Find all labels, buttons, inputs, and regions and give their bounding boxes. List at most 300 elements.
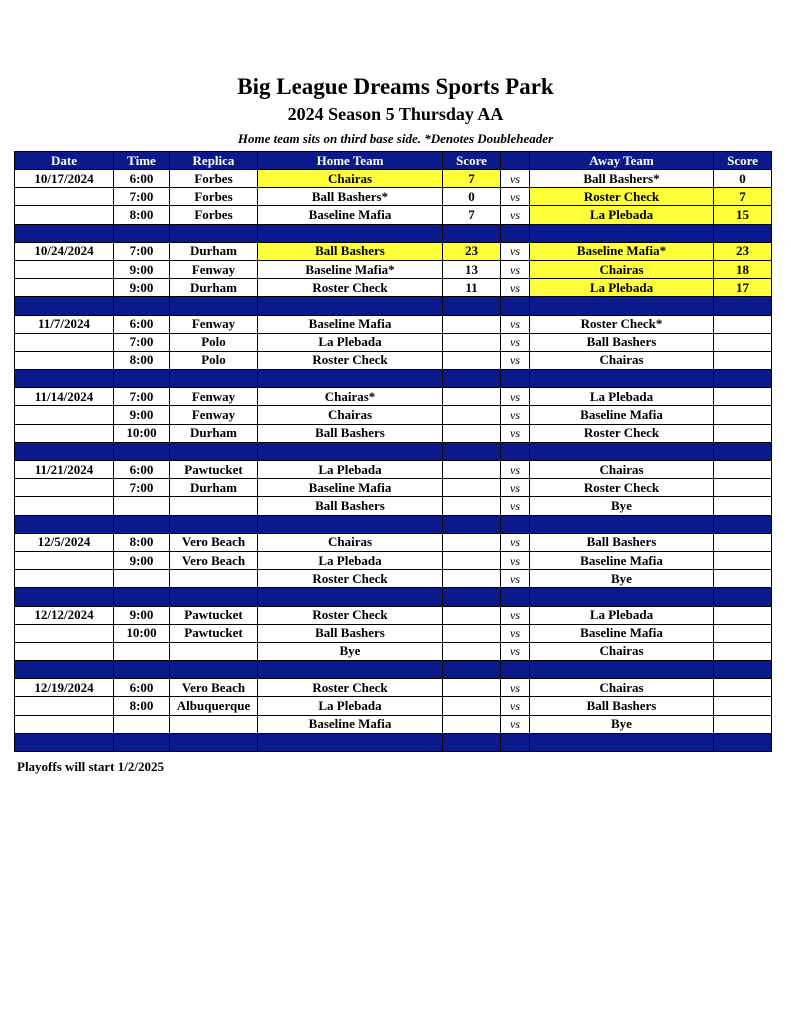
- separator-cell: [714, 224, 772, 242]
- vs-cell: vs: [501, 624, 530, 642]
- replica-cell: Polo: [170, 333, 258, 351]
- vs-cell: vs: [501, 188, 530, 206]
- date-cell: [15, 406, 114, 424]
- away-team-cell: La Plebada: [530, 388, 714, 406]
- table-row: [15, 188, 772, 206]
- away-team-cell: La Plebada: [530, 606, 714, 624]
- separator-cell: [258, 661, 443, 679]
- away-team-cell: Roster Check: [530, 424, 714, 442]
- away-team-cell: Chairas: [530, 260, 714, 278]
- header-time: Time: [114, 152, 170, 170]
- date-cell: 12/12/2024: [15, 606, 114, 624]
- separator-cell: [714, 733, 772, 751]
- away-team-cell: Chairas: [530, 679, 714, 697]
- separator-cell: [530, 224, 714, 242]
- home-team-cell: Ball Bashers: [258, 424, 443, 442]
- separator-cell: [15, 442, 114, 460]
- vs-cell: vs: [501, 351, 530, 369]
- home-team-cell: Chairas: [258, 533, 443, 551]
- separator-cell: [443, 442, 501, 460]
- home-score-cell: 7: [443, 206, 501, 224]
- separator-cell: [501, 224, 530, 242]
- home-score-cell: [443, 570, 501, 588]
- table-row: [15, 715, 772, 733]
- home-score-cell: [443, 642, 501, 660]
- separator-cell: [170, 297, 258, 315]
- replica-cell: Durham: [170, 479, 258, 497]
- vs-cell: vs: [501, 424, 530, 442]
- separator-cell: [443, 588, 501, 606]
- separator-cell: [501, 515, 530, 533]
- week-separator-row: [15, 442, 772, 460]
- replica-cell: Pawtucket: [170, 624, 258, 642]
- home-score-cell: [443, 551, 501, 569]
- separator-cell: [114, 442, 170, 460]
- vs-cell: vs: [501, 715, 530, 733]
- replica-cell: Pawtucket: [170, 606, 258, 624]
- header-home-score: Score: [443, 152, 501, 170]
- date-cell: 12/19/2024: [15, 679, 114, 697]
- away-score-cell: [714, 461, 772, 479]
- replica-cell: [170, 715, 258, 733]
- away-score-cell: [714, 479, 772, 497]
- separator-cell: [443, 733, 501, 751]
- week-separator-row: [15, 733, 772, 751]
- header-date: Date: [15, 152, 114, 170]
- separator-cell: [530, 515, 714, 533]
- separator-cell: [530, 370, 714, 388]
- separator-cell: [114, 224, 170, 242]
- time-cell: 6:00: [114, 679, 170, 697]
- vs-cell: vs: [501, 206, 530, 224]
- home-team-cell: Chairas: [258, 170, 443, 188]
- time-cell: 7:00: [114, 479, 170, 497]
- table-row: [15, 533, 772, 551]
- header-away-score: Score: [714, 152, 772, 170]
- home-score-cell: 23: [443, 242, 501, 260]
- table-row: [15, 497, 772, 515]
- replica-cell: Forbes: [170, 188, 258, 206]
- away-score-cell: 15: [714, 206, 772, 224]
- replica-cell: Forbes: [170, 206, 258, 224]
- replica-cell: Durham: [170, 424, 258, 442]
- date-cell: [15, 497, 114, 515]
- date-cell: [15, 351, 114, 369]
- separator-cell: [714, 661, 772, 679]
- separator-cell: [170, 370, 258, 388]
- time-cell: 8:00: [114, 206, 170, 224]
- playoffs-note: Playoffs will start 1/2/2025: [17, 759, 164, 774]
- vs-cell: vs: [501, 260, 530, 278]
- vs-cell: vs: [501, 497, 530, 515]
- time-cell: 7:00: [114, 333, 170, 351]
- table-row: [15, 679, 772, 697]
- home-score-cell: [443, 679, 501, 697]
- time-cell: 7:00: [114, 188, 170, 206]
- away-score-cell: [714, 624, 772, 642]
- time-cell: 9:00: [114, 406, 170, 424]
- vs-cell: vs: [501, 406, 530, 424]
- away-score-cell: [714, 351, 772, 369]
- vs-cell: vs: [501, 697, 530, 715]
- replica-cell: [170, 642, 258, 660]
- home-score-cell: [443, 533, 501, 551]
- separator-cell: [15, 661, 114, 679]
- home-score-cell: [443, 351, 501, 369]
- away-team-cell: Chairas: [530, 461, 714, 479]
- away-team-cell: Baseline Mafia: [530, 624, 714, 642]
- replica-cell: Albuquerque: [170, 697, 258, 715]
- replica-cell: Vero Beach: [170, 679, 258, 697]
- table-row: [15, 642, 772, 660]
- vs-cell: vs: [501, 533, 530, 551]
- replica-cell: Vero Beach: [170, 551, 258, 569]
- replica-cell: Fenway: [170, 315, 258, 333]
- away-team-cell: Baseline Mafia*: [530, 242, 714, 260]
- vs-cell: vs: [501, 551, 530, 569]
- date-cell: 10/17/2024: [15, 170, 114, 188]
- page-subtitle: 2024 Season 5 Thursday AA: [287, 104, 504, 124]
- away-score-cell: 7: [714, 188, 772, 206]
- vs-cell: vs: [501, 606, 530, 624]
- header-home-team: Home Team: [258, 152, 443, 170]
- separator-cell: [714, 297, 772, 315]
- time-cell: [114, 642, 170, 660]
- table-row: [15, 279, 772, 297]
- separator-cell: [443, 224, 501, 242]
- separator-cell: [501, 442, 530, 460]
- date-cell: 11/21/2024: [15, 461, 114, 479]
- home-team-cell: Ball Bashers*: [258, 188, 443, 206]
- away-score-cell: 17: [714, 279, 772, 297]
- separator-cell: [15, 515, 114, 533]
- date-cell: 10/24/2024: [15, 242, 114, 260]
- vs-cell: vs: [501, 333, 530, 351]
- replica-cell: Vero Beach: [170, 533, 258, 551]
- separator-cell: [443, 297, 501, 315]
- replica-cell: Durham: [170, 279, 258, 297]
- time-cell: 9:00: [114, 260, 170, 278]
- separator-cell: [114, 588, 170, 606]
- separator-cell: [15, 297, 114, 315]
- home-score-cell: [443, 479, 501, 497]
- week-separator-row: [15, 515, 772, 533]
- separator-cell: [501, 733, 530, 751]
- away-team-cell: Baseline Mafia: [530, 406, 714, 424]
- home-team-cell: La Plebada: [258, 697, 443, 715]
- away-score-cell: 0: [714, 170, 772, 188]
- date-cell: [15, 551, 114, 569]
- away-team-cell: Bye: [530, 497, 714, 515]
- away-team-cell: Chairas: [530, 351, 714, 369]
- separator-cell: [114, 733, 170, 751]
- date-cell: [15, 642, 114, 660]
- separator-cell: [258, 733, 443, 751]
- time-cell: 6:00: [114, 461, 170, 479]
- table-row: [15, 570, 772, 588]
- separator-cell: [258, 515, 443, 533]
- table-row: [15, 333, 772, 351]
- week-separator-row: [15, 370, 772, 388]
- home-team-cell: Baseline Mafia: [258, 715, 443, 733]
- separator-cell: [443, 661, 501, 679]
- date-cell: [15, 697, 114, 715]
- separator-cell: [501, 297, 530, 315]
- date-cell: [15, 715, 114, 733]
- away-team-cell: Ball Bashers*: [530, 170, 714, 188]
- date-cell: 11/14/2024: [15, 388, 114, 406]
- home-team-cell: Baseline Mafia*: [258, 260, 443, 278]
- away-team-cell: Chairas: [530, 642, 714, 660]
- date-cell: [15, 479, 114, 497]
- home-team-cell: La Plebada: [258, 333, 443, 351]
- time-cell: 9:00: [114, 606, 170, 624]
- away-score-cell: 23: [714, 242, 772, 260]
- table-row: [15, 551, 772, 569]
- time-cell: 6:00: [114, 315, 170, 333]
- separator-cell: [714, 588, 772, 606]
- table-row: [15, 351, 772, 369]
- separator-cell: [530, 661, 714, 679]
- replica-cell: Durham: [170, 242, 258, 260]
- away-team-cell: Bye: [530, 570, 714, 588]
- separator-cell: [530, 297, 714, 315]
- home-team-cell: Ball Bashers: [258, 624, 443, 642]
- away-score-cell: [714, 497, 772, 515]
- home-score-cell: [443, 606, 501, 624]
- away-team-cell: Bye: [530, 715, 714, 733]
- table-row: [15, 406, 772, 424]
- home-team-cell: Ball Bashers: [258, 497, 443, 515]
- separator-cell: [258, 297, 443, 315]
- week-separator-row: [15, 588, 772, 606]
- home-team-cell: Roster Check: [258, 279, 443, 297]
- replica-cell: Polo: [170, 351, 258, 369]
- time-cell: 7:00: [114, 388, 170, 406]
- away-score-cell: [714, 406, 772, 424]
- header-replica: Replica: [170, 152, 258, 170]
- separator-cell: [258, 224, 443, 242]
- time-cell: 8:00: [114, 351, 170, 369]
- time-cell: 10:00: [114, 424, 170, 442]
- separator-cell: [114, 297, 170, 315]
- home-score-cell: [443, 388, 501, 406]
- away-team-cell: La Plebada: [530, 279, 714, 297]
- away-score-cell: [714, 315, 772, 333]
- table-row: [15, 260, 772, 278]
- table-row: [15, 315, 772, 333]
- time-cell: 8:00: [114, 533, 170, 551]
- table-row: [15, 424, 772, 442]
- home-score-cell: [443, 497, 501, 515]
- away-team-cell: Ball Bashers: [530, 333, 714, 351]
- home-team-cell: Roster Check: [258, 351, 443, 369]
- separator-cell: [114, 515, 170, 533]
- separator-cell: [15, 224, 114, 242]
- date-cell: [15, 206, 114, 224]
- replica-cell: Pawtucket: [170, 461, 258, 479]
- away-score-cell: 18: [714, 260, 772, 278]
- away-score-cell: [714, 606, 772, 624]
- separator-cell: [15, 733, 114, 751]
- home-team-cell: Bye: [258, 642, 443, 660]
- separator-cell: [714, 370, 772, 388]
- separator-cell: [15, 370, 114, 388]
- away-score-cell: [714, 551, 772, 569]
- home-team-cell: Roster Check: [258, 606, 443, 624]
- separator-cell: [501, 661, 530, 679]
- vs-cell: vs: [501, 315, 530, 333]
- home-score-cell: [443, 715, 501, 733]
- home-team-cell: Chairas*: [258, 388, 443, 406]
- page-title: Big League Dreams Sports Park: [237, 74, 554, 99]
- separator-cell: [443, 370, 501, 388]
- week-separator-row: [15, 224, 772, 242]
- separator-cell: [170, 588, 258, 606]
- replica-cell: Fenway: [170, 260, 258, 278]
- home-team-cell: Baseline Mafia: [258, 315, 443, 333]
- home-score-cell: [443, 624, 501, 642]
- separator-cell: [443, 515, 501, 533]
- vs-cell: vs: [501, 570, 530, 588]
- vs-cell: vs: [501, 642, 530, 660]
- separator-cell: [530, 733, 714, 751]
- separator-cell: [15, 588, 114, 606]
- time-cell: [114, 715, 170, 733]
- away-team-cell: Baseline Mafia: [530, 551, 714, 569]
- away-team-cell: La Plebada: [530, 206, 714, 224]
- separator-cell: [501, 370, 530, 388]
- separator-cell: [170, 733, 258, 751]
- vs-cell: vs: [501, 679, 530, 697]
- away-score-cell: [714, 533, 772, 551]
- away-team-cell: Ball Bashers: [530, 697, 714, 715]
- separator-cell: [714, 442, 772, 460]
- away-team-cell: Roster Check: [530, 188, 714, 206]
- home-score-cell: [443, 315, 501, 333]
- week-separator-row: [15, 661, 772, 679]
- header-row: [15, 152, 772, 170]
- home-score-cell: 0: [443, 188, 501, 206]
- date-cell: [15, 333, 114, 351]
- home-team-cell: Baseline Mafia: [258, 479, 443, 497]
- date-cell: [15, 624, 114, 642]
- table-row: [15, 624, 772, 642]
- date-cell: [15, 279, 114, 297]
- table-row: [15, 697, 772, 715]
- header-away-team: Away Team: [530, 152, 714, 170]
- replica-cell: [170, 497, 258, 515]
- table-row: [15, 479, 772, 497]
- separator-cell: [258, 370, 443, 388]
- replica-cell: Forbes: [170, 170, 258, 188]
- table-row: [15, 388, 772, 406]
- date-cell: [15, 424, 114, 442]
- time-cell: 7:00: [114, 242, 170, 260]
- vs-cell: vs: [501, 170, 530, 188]
- vs-cell: vs: [501, 388, 530, 406]
- home-team-cell: Ball Bashers: [258, 242, 443, 260]
- date-cell: [15, 570, 114, 588]
- schedule-note: Home team sits on third base side. *Denotes Doubleheader: [237, 131, 554, 146]
- separator-cell: [258, 442, 443, 460]
- away-score-cell: [714, 570, 772, 588]
- schedule-body: [15, 170, 772, 752]
- replica-cell: Fenway: [170, 406, 258, 424]
- separator-cell: [170, 515, 258, 533]
- separator-cell: [170, 224, 258, 242]
- home-team-cell: Baseline Mafia: [258, 206, 443, 224]
- schedule-table: [14, 151, 772, 752]
- separator-cell: [170, 661, 258, 679]
- date-cell: [15, 188, 114, 206]
- table-row: [15, 461, 772, 479]
- separator-cell: [714, 515, 772, 533]
- home-score-cell: [443, 461, 501, 479]
- separator-cell: [501, 588, 530, 606]
- home-score-cell: [443, 333, 501, 351]
- replica-cell: [170, 570, 258, 588]
- date-cell: 12/5/2024: [15, 533, 114, 551]
- away-team-cell: Ball Bashers: [530, 533, 714, 551]
- time-cell: 9:00: [114, 551, 170, 569]
- vs-cell: vs: [501, 279, 530, 297]
- time-cell: [114, 570, 170, 588]
- home-team-cell: Roster Check: [258, 679, 443, 697]
- home-score-cell: [443, 424, 501, 442]
- table-row: [15, 606, 772, 624]
- separator-cell: [530, 442, 714, 460]
- home-score-cell: [443, 406, 501, 424]
- away-score-cell: [714, 697, 772, 715]
- table-row: [15, 206, 772, 224]
- away-score-cell: [714, 424, 772, 442]
- table-row: [15, 170, 772, 188]
- vs-cell: vs: [501, 461, 530, 479]
- separator-cell: [170, 442, 258, 460]
- table-row: [15, 242, 772, 260]
- vs-cell: vs: [501, 479, 530, 497]
- home-team-cell: La Plebada: [258, 461, 443, 479]
- home-score-cell: 11: [443, 279, 501, 297]
- home-score-cell: 13: [443, 260, 501, 278]
- away-team-cell: Roster Check*: [530, 315, 714, 333]
- time-cell: [114, 497, 170, 515]
- away-team-cell: Roster Check: [530, 479, 714, 497]
- time-cell: 10:00: [114, 624, 170, 642]
- home-score-cell: 7: [443, 170, 501, 188]
- separator-cell: [530, 588, 714, 606]
- separator-cell: [114, 370, 170, 388]
- away-score-cell: [714, 715, 772, 733]
- vs-cell: vs: [501, 242, 530, 260]
- home-team-cell: Roster Check: [258, 570, 443, 588]
- away-score-cell: [714, 679, 772, 697]
- home-team-cell: Chairas: [258, 406, 443, 424]
- separator-cell: [114, 661, 170, 679]
- week-separator-row: [15, 297, 772, 315]
- header-vs: [501, 152, 530, 170]
- separator-cell: [258, 588, 443, 606]
- date-cell: 11/7/2024: [15, 315, 114, 333]
- date-cell: [15, 260, 114, 278]
- time-cell: 6:00: [114, 170, 170, 188]
- away-score-cell: [714, 333, 772, 351]
- away-score-cell: [714, 642, 772, 660]
- home-team-cell: La Plebada: [258, 551, 443, 569]
- time-cell: 8:00: [114, 697, 170, 715]
- home-score-cell: [443, 697, 501, 715]
